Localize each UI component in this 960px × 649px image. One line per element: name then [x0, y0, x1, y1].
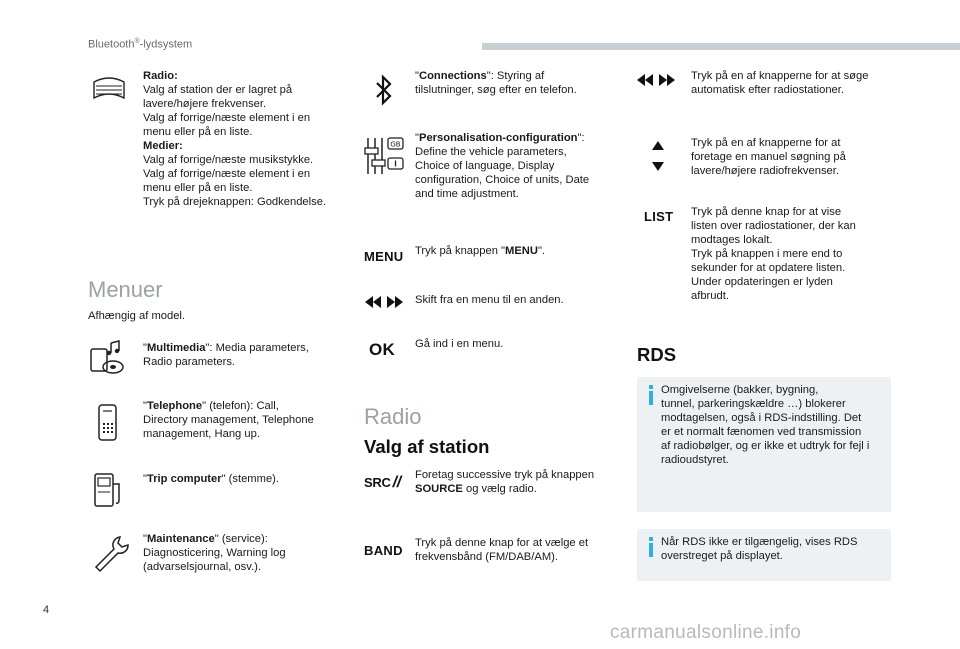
info-icon — [649, 385, 653, 405]
page-number: 4 — [43, 604, 50, 616]
menu-button-label: MENU — [364, 249, 404, 264]
maintenance-description: "Maintenance" (service): Diagnosticering, Warning log (advarselsjournal, osv.). — [143, 533, 286, 573]
telephone-icon — [96, 403, 120, 443]
settings-sliders-icon — [364, 134, 406, 178]
switch-menu-description: Skift fra en menu til en anden. — [415, 294, 564, 306]
rotary-knob-icon — [92, 72, 126, 104]
svg-text:GB: GB — [390, 140, 401, 149]
wrench-icon — [90, 533, 130, 573]
multimedia-description: "Multimedia": Media parameters, Radio parameters. — [143, 342, 309, 368]
bluetooth-icon — [374, 74, 394, 106]
multimedia-icon — [89, 339, 127, 375]
model-note: Afhængig af model. — [88, 310, 186, 322]
manual-search-description: Tryk på en af knapperne for at foretage en manuel søgning på lavere/højere radiofrekvenser. — [691, 137, 846, 177]
info-icon — [649, 537, 653, 557]
ok-description: Gå ind i en menu. — [415, 338, 504, 350]
watermark: carmanualsonline.info — [610, 622, 802, 643]
radio-heading: Radio — [364, 404, 422, 429]
trip-computer-icon — [91, 470, 125, 510]
left-right-arrows-icon — [364, 294, 404, 310]
connections-description: "Connections": Styring af tilslutninger, søg efter en telefon. — [415, 70, 577, 96]
seek-description: Tryk på en af knapperne for at søge automatisk efter radiostationer. — [691, 70, 869, 96]
seek-arrows-icon — [636, 72, 676, 88]
rds-info-box: Omgivelserne (bakker, bygning, tunnel, parkeringskældre …) blokerer modtagelsen, også i RDS-indstilling. Det er et normalt fænomen ved transmission af radiobølger, og er ikke et udtryk for fejl i radioudstyret. — [637, 377, 891, 512]
section-header: Bluetooth®-lydsystem — [88, 38, 193, 51]
station-selection-heading: Valg af station — [364, 436, 490, 457]
band-description: Tryk på denne knap for at vælge et frekvensbånd (FM/DAB/AM). — [415, 537, 589, 563]
band-button-label: BAND — [364, 543, 403, 558]
menu-description: Tryk på knappen "MENU". — [415, 245, 546, 257]
telephone-description: "Telephone" (telefon): Call, Directory management, Telephone management, Hang up. — [143, 400, 314, 440]
trip-computer-description: "Trip computer" (stemme). — [143, 473, 280, 485]
source-description: Foretag successive tryk på knappen SOURCE og vælg radio. — [415, 469, 595, 495]
personalisation-description: "Personalisation-configuration": Define the vehicle parameters, Choice of language, Display configuration, Choice of units, Date and time adjustment. — [415, 132, 590, 200]
rds-unavailable-box: Når RDS ikke er tilgængelig, vises RDS overstreget på displayet. — [637, 529, 891, 581]
list-button-label: LIST — [644, 209, 674, 224]
list-description: Tryk på denne knap for at vise listen over radiostationer, der kan modtages lokalt. Tryk på knappen i mere end to sekunder for at opdatere listen. Under opdateringen er lyden afbrudt. — [691, 206, 856, 302]
radio-media-description: Radio: Valg af station der er lagret på lavere/højere frekvenser. Valg af forrige/næste element i en menu eller på en liste. Medier: Valg af forrige/næste musikstykke. Valg af forrige/næste element i en menu eller på en liste. Tryk på drejeknappen: Godkendelse. — [143, 70, 327, 208]
ok-button-label: OK — [369, 340, 396, 359]
up-down-arrows-icon — [650, 139, 666, 173]
header-bar — [482, 43, 960, 50]
menuer-heading: Menuer — [88, 277, 163, 302]
src-button-icon: SRC // — [364, 474, 401, 491]
rds-heading: RDS — [637, 344, 677, 365]
